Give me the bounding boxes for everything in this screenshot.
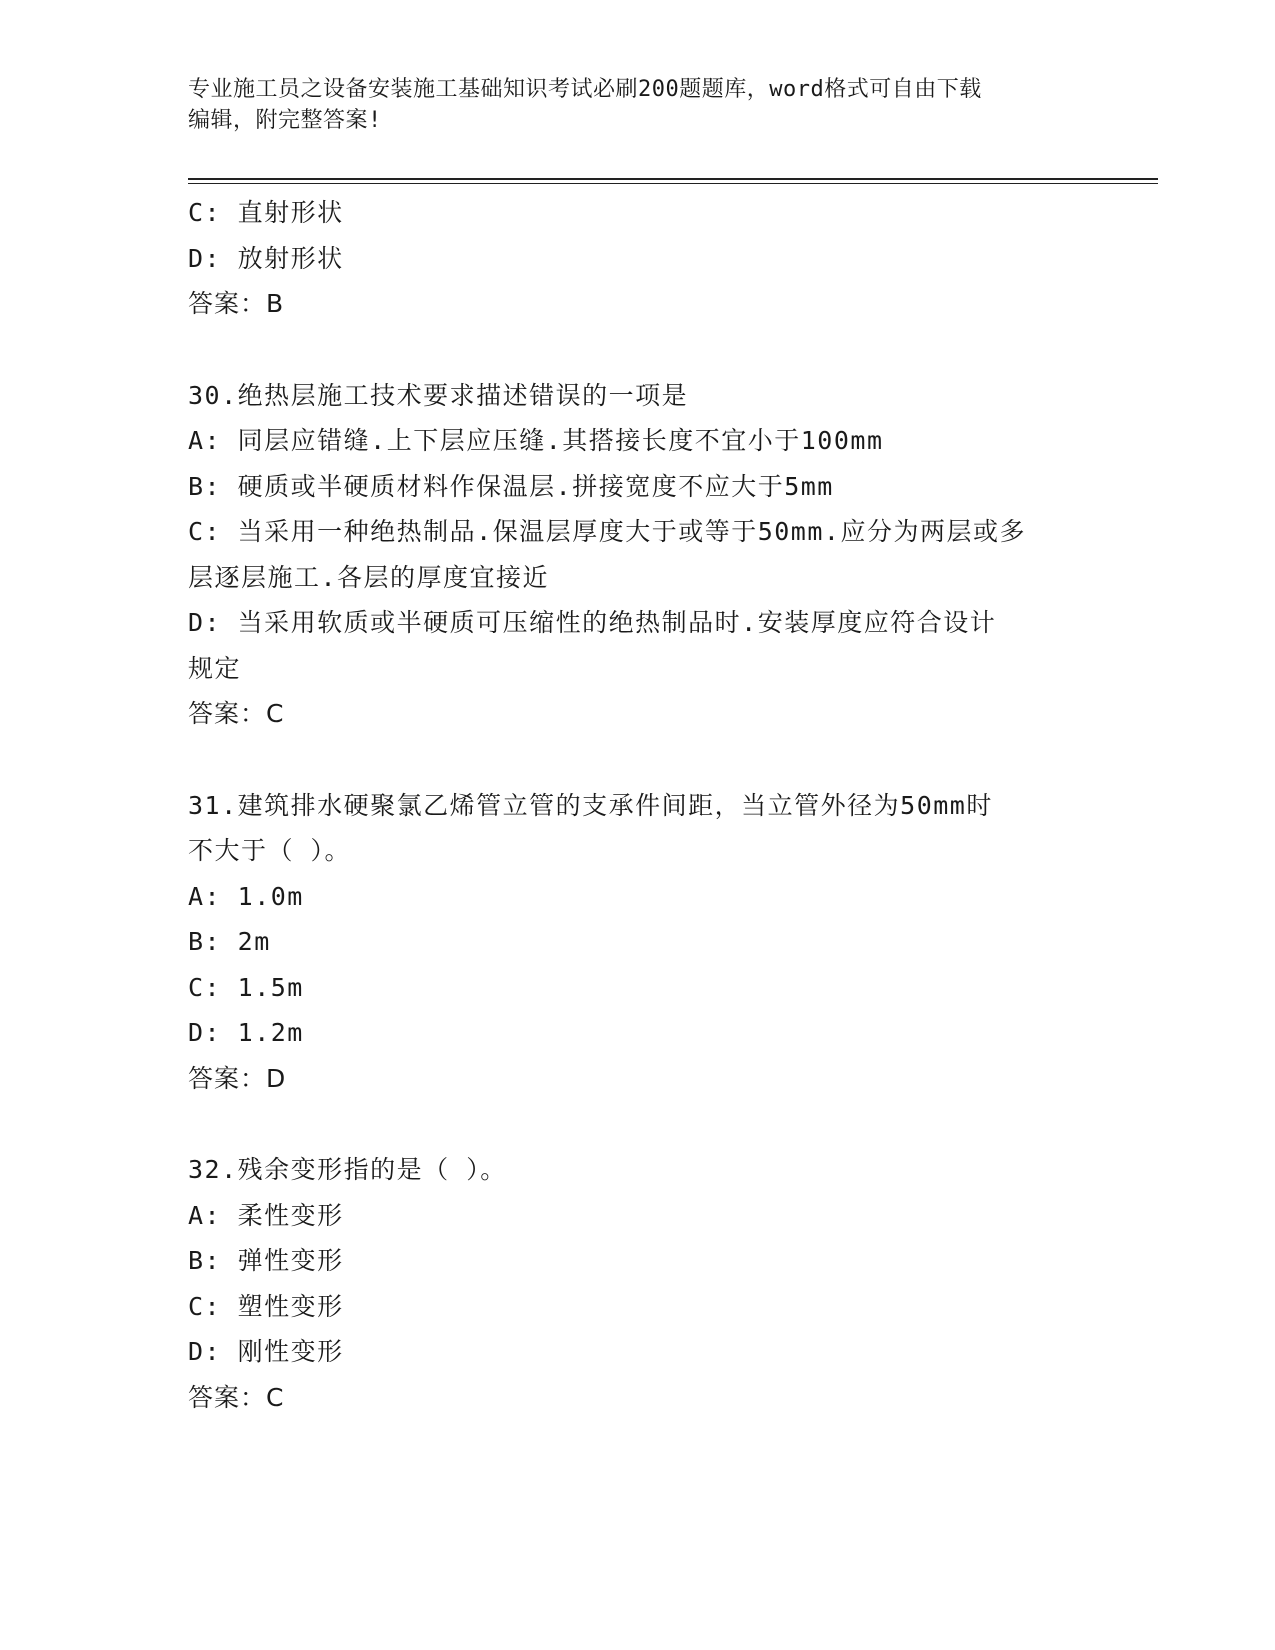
- option-c: C: 塑性变形: [188, 1291, 344, 1321]
- option-c: C: 1.5m: [188, 972, 304, 1002]
- header-line-2: 编辑，附完整答案!: [188, 108, 382, 133]
- option-a: A: 柔性变形: [188, 1200, 344, 1230]
- option-d: D: 放射形状: [188, 243, 344, 273]
- answer-label: 答案：C: [188, 699, 285, 728]
- option-c-continued: 层逐层施工.各层的厚度宜接近: [188, 562, 550, 592]
- question-29: [188, 190, 1088, 327]
- question-spacer: [188, 327, 1088, 373]
- question-spacer: [188, 737, 1088, 783]
- question-31: [188, 783, 1088, 1102]
- option-a: A: 1.0m: [188, 881, 304, 911]
- question-text: 31.建筑排水硬聚氯乙烯管立管的支承件间距，当立管外径为50mm时: [188, 790, 993, 820]
- option-a: A: 同层应错缝.上下层应压缝.其搭接长度不宜小于100mm: [188, 426, 884, 455]
- question-list: [188, 190, 1088, 1420]
- option-d: D: 当采用软质或半硬质可压缩性的绝热制品时.安装厚度应符合设计: [188, 608, 997, 637]
- answer-label: 答案：B: [188, 289, 285, 318]
- option-b: B: 2m: [188, 927, 271, 956]
- question-spacer: [188, 1101, 1088, 1147]
- question-text-continued: 不大于（ ）。: [188, 836, 352, 865]
- header-divider-thick: [188, 178, 1158, 180]
- question-text: 30.绝热层施工技术要求描述错误的一项是: [188, 380, 689, 410]
- answer-label: 答案：D: [188, 1063, 287, 1093]
- option-d-continued: 规定: [188, 653, 242, 683]
- option-b: B: 硬质或半硬质材料作保温层.拼接宽度不应大于5mm: [188, 471, 834, 501]
- option-b: B: 弹性变形: [188, 1246, 344, 1275]
- option-c: C: 直射形状: [188, 198, 344, 227]
- header-divider-thin: [188, 183, 1158, 184]
- document-header: [188, 74, 1068, 136]
- question-30: [188, 373, 1088, 737]
- question-32: [188, 1147, 1088, 1420]
- question-text: 32.残余变形指的是（ ）。: [188, 1155, 507, 1184]
- option-c: C: 当采用一种绝热制品.保温层厚度大于或等于50mm.应分为两层或多: [188, 517, 1026, 546]
- option-d: D: 1.2m: [188, 1018, 304, 1047]
- header-line-1: 专业施工员之设备安装施工基础知识考试必刷200题题库，word格式可自由下载: [188, 77, 982, 102]
- option-d: D: 刚性变形: [188, 1337, 344, 1366]
- answer-label: 答案：C: [188, 1382, 285, 1412]
